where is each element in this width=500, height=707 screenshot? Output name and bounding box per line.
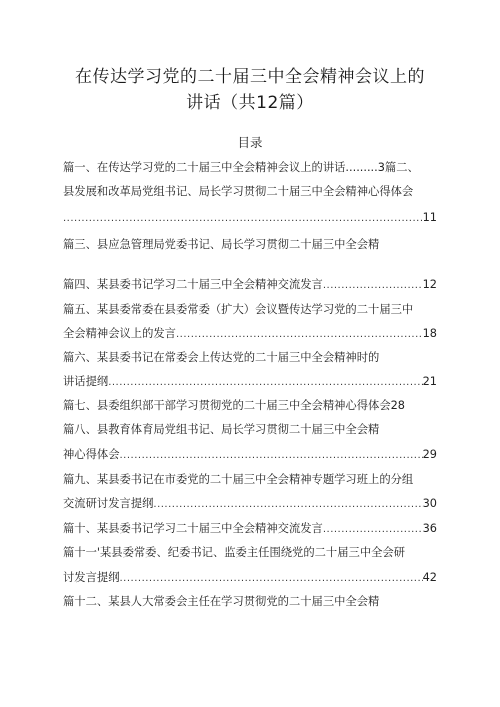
toc-entry[interactable] xyxy=(63,396,437,416)
toc-entry[interactable] xyxy=(63,543,437,563)
toc-entry-text: 篇七、县委组织部干部学习贯彻党的二十届三中全会精神心得体会28 xyxy=(63,399,405,412)
toc-entry[interactable] xyxy=(63,208,437,229)
toc-entry-text: 讨发言提纲 xyxy=(63,571,120,584)
toc-entry-text: 篇六、某县委书记在常委会上传达党的二十届三中全会精神时的 xyxy=(63,351,380,364)
toc-page-number: 42 xyxy=(422,571,437,584)
toc-entry-text: 篇三、县应急管理局党委书记、局长学习贯彻二十届三中全会精 xyxy=(63,238,380,251)
toc-leader-dots xyxy=(153,495,422,515)
toc-page-number: 12 xyxy=(422,278,437,291)
document-title-line-1: 在传达学习党的二十届三中全会精神会议上的 xyxy=(75,67,425,87)
toc-leader-dots xyxy=(120,569,423,589)
toc-entry-text: 全会精神会议上的发言 xyxy=(63,327,176,340)
toc-entry[interactable] xyxy=(63,420,437,440)
document-title-line-2: 讲话（共12篇） xyxy=(186,93,314,113)
toc-entry-text: 篇五、某县委常委在县委常委（扩大）会议暨传达学习党的二十届三中 xyxy=(63,303,414,316)
toc-entry-text: 讲话提纲 xyxy=(63,375,109,388)
toc-entry[interactable] xyxy=(63,158,437,178)
toc-leader-dots xyxy=(323,276,423,296)
toc-entry[interactable] xyxy=(63,235,437,255)
toc-entry[interactable] xyxy=(63,445,437,466)
toc-entry-text: 交流研讨发言提纲 xyxy=(63,497,154,510)
toc-entry[interactable] xyxy=(63,182,437,202)
toc-page-number: 30 xyxy=(422,497,437,510)
toc-entry-text: 神心得体会 xyxy=(63,448,120,461)
toc-leader-dots xyxy=(120,446,423,466)
toc-entry[interactable] xyxy=(63,519,437,540)
toc-entry[interactable] xyxy=(63,348,437,368)
toc-entry[interactable] xyxy=(63,470,437,490)
toc-page-number: 11 xyxy=(422,211,437,224)
toc-entry-text: 篇十二、某县人大常委会主任在学习贯彻党的二十届三中全会精 xyxy=(63,595,380,608)
toc-entry[interactable] xyxy=(63,592,437,612)
toc-leader-dots xyxy=(176,325,423,345)
toc-entry-text: 篇四、某县委书记学习二十届三中全会精神交流发言 xyxy=(63,278,323,291)
toc-heading: 目录 xyxy=(237,135,263,150)
toc-page-number: 36 xyxy=(422,522,437,535)
toc-entry[interactable] xyxy=(63,300,437,320)
toc-entry-text: 篇八、县教育体育局党组书记、局长学习贯彻二十届三中全会精 xyxy=(63,423,380,436)
toc-entry[interactable] xyxy=(63,275,437,296)
toc-leader-dots xyxy=(108,373,422,393)
toc-entry-text: 篇一、在传达学习党的二十届三中全会精神会议上的讲话.........3篇二、 xyxy=(63,161,419,174)
toc-entry[interactable] xyxy=(63,372,437,393)
toc-entry-text: 篇九、某县委书记在市委党的二十届三中全会精神专题学习班上的分组 xyxy=(63,473,414,486)
toc-entry[interactable] xyxy=(63,324,437,345)
toc-page-number: 21 xyxy=(422,375,437,388)
toc-entry[interactable] xyxy=(63,494,437,515)
toc-entry-text: 篇十一'某县委常委、纪委书记、监委主任围绕党的二十届三中全会研 xyxy=(63,546,406,559)
toc-leader-dots xyxy=(323,520,423,540)
toc-entry-text: 篇十、某县委书记学习二十届三中全会精神交流发言 xyxy=(63,522,323,535)
toc-page-number: 29 xyxy=(422,448,437,461)
toc-entry-text: 县发展和改革局党组书记、局长学习贯彻二十届三中全会精神心得体会 xyxy=(63,185,414,198)
toc-leader-dots xyxy=(63,209,423,229)
toc-page-number: 18 xyxy=(422,327,437,340)
toc-entry[interactable] xyxy=(63,568,437,589)
